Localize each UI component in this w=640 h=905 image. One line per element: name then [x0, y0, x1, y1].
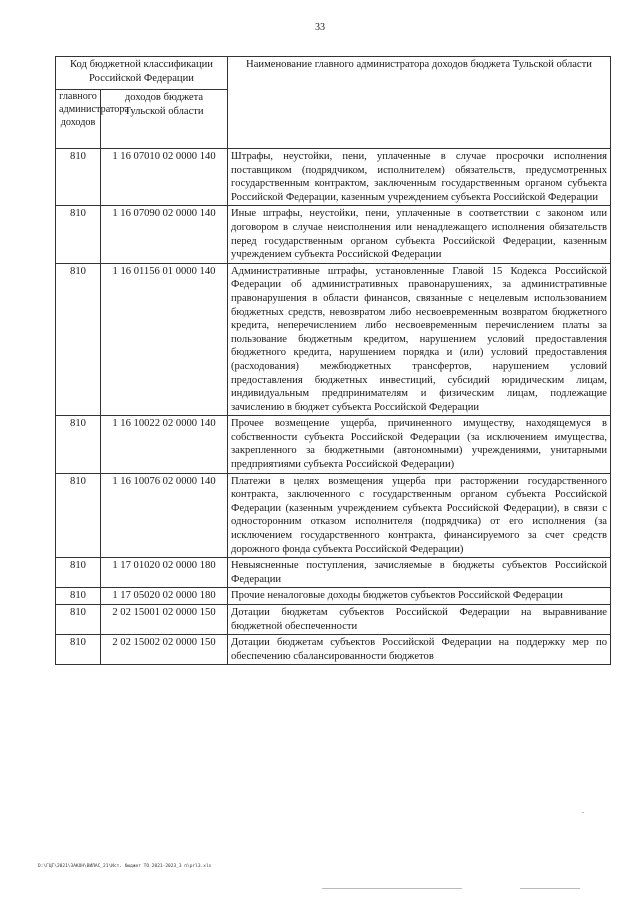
table-header-row: [56, 57, 611, 90]
revenue-name-cell: Невыясненные поступления, зачисляемые в бюджеты субъектов Российской Федерации: [228, 558, 611, 588]
administrator-code-cell: 810: [56, 263, 101, 416]
table-row: [56, 416, 611, 473]
table-row: [56, 635, 611, 665]
table-row: [56, 558, 611, 588]
table-row: [56, 605, 611, 635]
administrator-code-cell: 810: [56, 588, 101, 605]
revenue-code-cell: 1 16 07090 02 0000 140: [101, 206, 228, 263]
scan-artifact-line: [582, 812, 584, 813]
header-administrator-name: Наименование главного администратора доходов бюджета Тульской области: [228, 57, 611, 149]
administrator-code-cell: 810: [56, 416, 101, 473]
administrator-code-cell: 810: [56, 149, 101, 206]
administrator-code-cell: 810: [56, 206, 101, 263]
table-row: [56, 263, 611, 416]
revenue-name-cell: Дотации бюджетам субъектов Российской Федерации на поддержку мер по обеспечению сбалансированности бюджетов: [228, 635, 611, 665]
administrator-code-cell: 810: [56, 558, 101, 588]
revenue-name-cell: Штрафы, неустойки, пени, уплаченные в случае просрочки исполнения поставщиком (подрядчиком, исполнителем) обязательств, предусмотренных государственным контрактом, заключенным государственным органом субъекта Российской Федерации, казенным учреждением субъекта Российской Федерации: [228, 149, 611, 206]
revenue-name-cell: Административные штрафы, установленные Главой 15 Кодекса Российской Федерации об административных правонарушениях, за административные правонарушения в области финансов, связанные с нецелевым использованием бюджетных средств, невозвратом либо несвоевременным возвратом бюджетного кредита, неперечислением либо несвоевременным перечислением платы за пользование бюджетным кредитом, нарушением условий предоставления бюджетного кредита, нарушением порядка и (или) условий предоставления (расходования) межбюджетных трансфертов, нарушением условий предоставления бюджетных инвестиций, субсидий юридическим лицам, индивидуальным предпринимателям и физическим лицам, подлежащие зачислению в бюджет субъекта Российской Федерации: [228, 263, 611, 416]
revenue-name-cell: Прочие неналоговые доходы бюджетов субъектов Российской Федерации: [228, 588, 611, 605]
header-regional-revenue-code: доходов бюджета Тульской области: [101, 90, 228, 149]
footer-file-path: D:\ГЦГ\2021\ЗАКОН\ВИЛАС_21\Ист. бюджет ТО 2021-2023_3 п\рrl3.xls: [38, 864, 212, 869]
table-row: [56, 473, 611, 558]
administrator-code-cell: 810: [56, 635, 101, 665]
revenue-code-cell: 1 16 01156 01 0000 140: [101, 263, 228, 416]
table-row: [56, 206, 611, 263]
revenue-code-cell: 1 16 07010 02 0000 140: [101, 149, 228, 206]
revenue-administrators-table: [55, 56, 611, 665]
table-body: [56, 149, 611, 665]
revenue-code-cell: 2 02 15002 02 0000 150: [101, 635, 228, 665]
table-row: [56, 588, 611, 605]
administrator-code-cell: 810: [56, 473, 101, 558]
revenue-code-cell: 1 17 05020 02 0000 180: [101, 588, 228, 605]
revenue-name-cell: Иные штрафы, неустойки, пени, уплаченные в соответствии с законом или договором в случае неисполнения или ненадлежащего исполнения обязательств перед государственным органом субъекта Российской Федерации, казенным учреждением субъекта Российской Федерации: [228, 206, 611, 263]
revenue-code-cell: 1 16 10076 02 0000 140: [101, 473, 228, 558]
revenue-name-cell: Платежи в целях возмещения ущерба при расторжении государственного контракта, заключенного с государственным органом субъекта Российской Федерации (казенным учреждением субъекта Российской Федерации), в связи с односторонним отказом исполнителя (подрядчика) от его исполнения (за исключением государственного контракта, финансируемого за счет средств дорожного фонда субъекта Российской Федерации): [228, 473, 611, 558]
scan-artifact-line: [520, 888, 580, 889]
revenue-name-cell: Прочее возмещение ущерба, причиненного имуществу, находящемуся в собственности субъекта Российской Федерации (за исключением имущества, закрепленного за бюджетными (автономными) учреждениями, унитарными предприятиями субъекта Российской Федерации): [228, 416, 611, 473]
scan-artifact-line: [322, 888, 462, 889]
revenue-name-cell: Дотации бюджетам субъектов Российской Федерации на выравнивание бюджетной обеспеченности: [228, 605, 611, 635]
revenue-code-cell: 1 17 01020 02 0000 180: [101, 558, 228, 588]
table-row: [56, 149, 611, 206]
administrator-code-cell: 810: [56, 605, 101, 635]
revenue-code-cell: 2 02 15001 02 0000 150: [101, 605, 228, 635]
page-number: 33: [315, 22, 325, 33]
header-chief-administrator: главного администратора доходов: [56, 90, 101, 149]
revenue-code-cell: 1 16 10022 02 0000 140: [101, 416, 228, 473]
header-code-group: Код бюджетной классификации Российской Федерации: [56, 57, 228, 90]
